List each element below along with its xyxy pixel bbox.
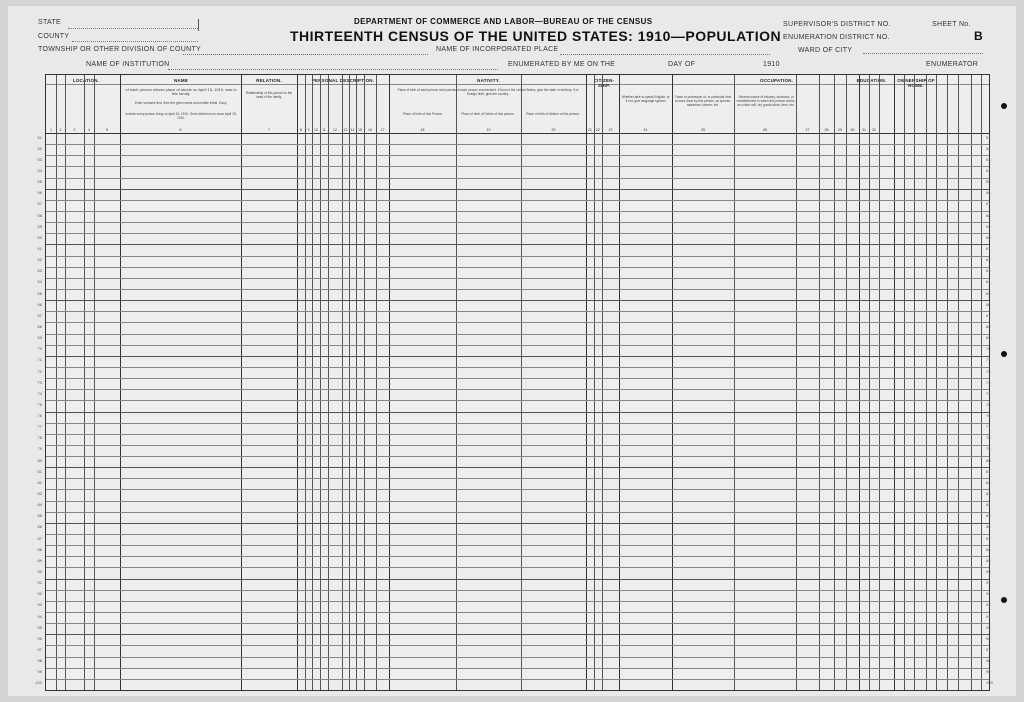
sheet-number-value: B: [974, 29, 983, 43]
supervisor-district-label: SUPERVISOR'S DISTRICT NO.: [783, 21, 891, 28]
row-number-left: 73: [37, 379, 42, 385]
census-table: [45, 74, 990, 691]
row-number-right: 87: [986, 535, 991, 541]
row-number-left: 66: [37, 301, 42, 307]
column-number: 27: [805, 128, 810, 132]
row-number-right: 95: [986, 624, 991, 630]
row-rule: [46, 567, 989, 568]
row-number-right: 74: [986, 390, 991, 396]
year-label: 1910: [763, 61, 780, 68]
binding-hole: [1001, 351, 1007, 357]
group-name: NAME: [173, 78, 189, 83]
row-number-left: 81: [37, 468, 42, 474]
row-rule: [46, 166, 989, 167]
row-number-right: 86: [986, 524, 991, 530]
row-rule: [46, 200, 989, 201]
row-number-right: 53: [986, 156, 991, 162]
row-number-left: 56: [37, 190, 42, 196]
row-rule: [46, 400, 989, 401]
row-rule: [46, 456, 989, 457]
column-number: 11: [322, 128, 326, 132]
column-number: 5: [106, 128, 108, 132]
row-number-left: 82: [37, 479, 42, 485]
row-rule: [46, 556, 989, 557]
row-number-right: 98: [986, 658, 991, 664]
column-number: 7: [268, 128, 270, 132]
row-number-right: 100: [986, 680, 993, 686]
row-rule: [46, 601, 989, 602]
state-fill-line: [68, 28, 198, 29]
township-instructions: ...............................................................................................................: [198, 51, 322, 56]
row-rule: [46, 155, 989, 156]
row-number-left: 60: [37, 234, 42, 240]
row-number-left: 62: [37, 257, 42, 263]
binding-hole: [1001, 597, 1007, 603]
row-number-left: 68: [37, 323, 42, 329]
row-rule: [46, 623, 989, 624]
page-title: THIRTEENTH CENSUS OF THE UNITED STATES: 1910—POPULATION: [290, 28, 782, 44]
nativity-father-header: Place of birth of Father of this person.: [461, 112, 515, 116]
township-label: TOWNSHIP OR OTHER DIVISION OF COUNTY: [38, 46, 201, 53]
row-number-left: 54: [37, 167, 42, 173]
row-number-left: 99: [37, 669, 42, 675]
row-number-left: 58: [37, 212, 42, 218]
row-rule: [46, 367, 989, 368]
group-location: LOCATION.: [72, 78, 100, 83]
column-number: 21: [588, 128, 592, 132]
row-number-left: 64: [37, 279, 42, 285]
county-label: COUNTY: [38, 33, 70, 40]
row-rule: [46, 590, 989, 591]
row-number-right: 56: [986, 190, 991, 196]
row-number-right: 67: [986, 312, 991, 318]
row-rule: [46, 189, 989, 190]
column-number: 3: [73, 128, 76, 132]
name-column-note-2: Include every person living on April 15, 1910. Omit children born since April 15, 1910.: [125, 112, 237, 120]
row-rule: [46, 267, 989, 268]
row-number-right: 96: [986, 635, 991, 641]
row-number-right: 65: [986, 290, 991, 296]
row-number-right: 62: [986, 257, 991, 263]
column-number: 31: [862, 128, 866, 132]
column-number: 8: [300, 128, 302, 132]
row-number-left: 80: [37, 457, 42, 463]
row-number-left: 94: [37, 613, 42, 619]
row-rule: [46, 144, 989, 145]
relation-column-header: Relationship of this person to the head of the family.: [245, 91, 293, 99]
group-education: EDUCATION.: [856, 78, 887, 83]
row-number-left: 55: [37, 179, 42, 185]
row-number-right: 75: [986, 401, 991, 407]
row-number-right: 68: [986, 323, 991, 329]
row-number-right: 88: [986, 546, 991, 552]
enumerator-label: ENUMERATOR: [926, 61, 979, 68]
ward-label: WARD OF CITY: [798, 47, 853, 54]
header-divider: [198, 19, 199, 31]
row-number-right: 84: [986, 502, 991, 508]
row-rule: [46, 534, 989, 535]
row-rule: [46, 334, 989, 335]
enumeration-district-label: ENUMERATION DISTRICT NO.: [783, 34, 890, 41]
department-heading: DEPARTMENT OF COMMERCE AND LABOR—BUREAU OF THE CENSUS: [354, 17, 653, 26]
row-number-left: 85: [37, 513, 42, 519]
column-number: 23: [608, 128, 613, 132]
column-number: 32: [872, 128, 876, 132]
row-rule: [46, 233, 989, 234]
row-number-right: 57: [986, 201, 991, 207]
row-rule: [46, 679, 989, 680]
row-number-left: 77: [37, 424, 42, 430]
row-number-right: 90: [986, 569, 991, 575]
column-number: 30: [850, 128, 855, 132]
row-number-left: 52: [37, 145, 42, 151]
row-number-right: 71: [986, 357, 991, 363]
row-rule: [46, 612, 989, 613]
row-rule: [46, 445, 989, 446]
row-number-right: 85: [986, 513, 991, 519]
row-number-left: 71: [37, 357, 42, 363]
ward-fill-line: [863, 53, 983, 54]
group-citizenship: CITIZEN-SHIP.: [593, 78, 615, 88]
row-rule: [46, 478, 989, 479]
group-nativity: NATIVITY.: [477, 78, 500, 83]
row-number-left: 69: [37, 335, 42, 341]
row-rule: [46, 634, 989, 635]
row-rule: [46, 489, 989, 490]
row-number-right: 82: [986, 479, 991, 485]
row-rule: [46, 545, 989, 546]
row-number-right: 99: [986, 669, 991, 675]
name-column-note-1: Enter surname first, then the given name and middle initial, if any.: [134, 101, 228, 105]
row-rule: [46, 322, 989, 323]
state-label: STATE: [38, 19, 62, 26]
column-number: 28: [824, 128, 829, 132]
row-rule: [46, 412, 989, 413]
row-number-left: 86: [37, 524, 42, 530]
row-number-left: 89: [37, 557, 42, 563]
row-number-right: 66: [986, 301, 991, 307]
row-number-right: 78: [986, 435, 991, 441]
row-number-right: 83: [986, 491, 991, 497]
row-number-right: 89: [986, 557, 991, 563]
row-number-left: 59: [37, 223, 42, 229]
row-rule: [46, 378, 989, 379]
column-number: 10: [314, 128, 318, 132]
row-rule: [46, 523, 989, 524]
group-ownership: OWNERSHIP OF HOME.: [897, 78, 935, 88]
column-number: 29: [838, 128, 842, 132]
binding-hole: [1001, 103, 1007, 109]
row-number-right: 73: [986, 379, 991, 385]
nativity-column-header: Place of birth of each person and parents of each person enumerated. If born in the United States, give the state or territory. If of foreign birth, give the country.: [397, 88, 579, 96]
row-number-left: 65: [37, 290, 42, 296]
name-column-header: of each person whose place of abode on April 15, 1910, was in this family.: [125, 87, 237, 96]
row-number-left: 96: [37, 635, 42, 641]
row-number-right: 63: [986, 268, 991, 274]
row-rule: [46, 501, 989, 502]
row-rule: [46, 300, 989, 301]
row-number-right: 94: [986, 613, 991, 619]
incorporated-place-label: NAME OF INCORPORATED PLACE: [436, 46, 559, 53]
column-number: 16: [368, 128, 372, 132]
language-column-header: Whether able to speak English; or, if not, give language spoken.: [621, 95, 671, 103]
row-number-left: 74: [37, 390, 42, 396]
nativity-person-header: Place of birth of this Person.: [403, 112, 443, 116]
row-number-left: 92: [37, 591, 42, 597]
row-number-right: 77: [986, 424, 991, 430]
row-number-right: 58: [986, 212, 991, 218]
census-form-paper: [8, 6, 1016, 696]
column-number: 14: [350, 128, 355, 132]
column-number: 13: [343, 128, 348, 132]
row-rule: [46, 434, 989, 435]
row-number-right: 60: [986, 234, 991, 240]
row-number-left: 95: [37, 624, 42, 630]
row-number-left: 57: [37, 201, 42, 207]
row-number-left: 84: [37, 502, 42, 508]
column-number: 24: [643, 128, 648, 132]
row-number-left: 98: [37, 658, 42, 664]
row-number-left: 87: [37, 535, 42, 541]
group-personal: PERSONAL DESCRIPTION.: [311, 78, 375, 83]
row-rule: [46, 579, 989, 580]
row-number-right: 79: [986, 446, 991, 452]
row-number-left: 91: [37, 580, 42, 586]
row-number-right: 55: [986, 179, 991, 185]
row-rule: [46, 345, 989, 346]
column-number: 1: [50, 128, 52, 132]
occupation-industry-header: General nature of industry, business, or establishment in which this person works, as cotton mill, dry goods store, farm, etc.: [736, 95, 796, 107]
column-number: 18: [420, 128, 425, 132]
row-rule: [46, 657, 989, 658]
row-number-right: 92: [986, 591, 991, 597]
place-instructions: ................................................................................: [573, 51, 662, 56]
row-number-left: 51: [37, 134, 42, 140]
county-fill-line: [72, 41, 198, 42]
row-number-right: 91: [986, 580, 991, 586]
row-rule: [46, 356, 989, 357]
row-rule: [46, 645, 989, 646]
row-number-left: 70: [37, 346, 42, 352]
institution-label: NAME OF INSTITUTION: [86, 61, 170, 68]
row-rule: [46, 222, 989, 223]
row-number-left: 97: [37, 647, 42, 652]
row-rule: [46, 512, 989, 513]
row-number-right: 54: [986, 167, 991, 173]
occupation-trade-header: Trade or profession of, or particular kind of work done by this person, as spinner, salesman, laborer, etc.: [674, 95, 732, 107]
row-rule: [46, 668, 989, 669]
row-number-left: 83: [37, 491, 42, 497]
row-rule: [46, 423, 989, 424]
column-number: 25: [701, 128, 705, 132]
row-number-left: 76: [37, 413, 42, 419]
column-number: 12: [333, 128, 337, 132]
column-number: 15: [358, 128, 362, 132]
row-number-left: 78: [37, 435, 42, 441]
row-number-left: 79: [37, 446, 42, 452]
column-number: 4: [88, 128, 90, 132]
row-rule: [46, 467, 989, 468]
column-number: 9: [307, 128, 310, 132]
row-number-right: 93: [986, 602, 991, 608]
row-number-left: 93: [37, 602, 42, 608]
row-rule: [46, 256, 989, 257]
column-number: 2: [59, 128, 62, 132]
row-number-right: 72: [986, 368, 991, 374]
row-rule: [46, 311, 989, 312]
row-number-right: 97: [986, 647, 991, 652]
column-number: 6: [179, 128, 182, 132]
row-rule: [46, 244, 989, 245]
row-number-left: 67: [37, 312, 42, 318]
day-of-label: DAY OF: [668, 61, 696, 68]
group-occupation: OCCUPATION.: [759, 78, 794, 83]
row-number-right: 59: [986, 223, 991, 229]
row-number-left: 61: [37, 245, 42, 251]
enumerated-label: ENUMERATED BY ME ON THE: [508, 61, 616, 68]
column-number: 26: [763, 128, 767, 132]
row-number-right: 69: [986, 335, 991, 341]
row-number-left: 53: [37, 156, 42, 162]
row-number-right: 64: [986, 279, 991, 285]
row-rule: [46, 211, 989, 212]
row-number-left: 75: [37, 401, 42, 407]
nativity-mother-header: Place of birth of Mother of this person.: [526, 112, 580, 116]
row-number-left: 63: [37, 268, 42, 274]
row-number-right: 51: [986, 134, 991, 140]
column-number: 19: [486, 128, 491, 132]
column-number: 20: [551, 128, 556, 132]
row-number-right: 52: [986, 145, 991, 151]
row-number-left: 72: [37, 368, 42, 374]
group-header-rule: [46, 84, 989, 85]
row-number-right: 80: [986, 457, 991, 463]
institution-fill-line: [168, 69, 498, 70]
row-rule: [46, 289, 989, 290]
row-number-left: 88: [37, 546, 42, 552]
row-number-right: 61: [986, 245, 991, 251]
column-number: 22: [596, 128, 600, 132]
row-number-left: 90: [37, 569, 42, 575]
header-bottom-rule: [46, 133, 989, 134]
row-rule: [46, 389, 989, 390]
column-number: 17: [380, 128, 385, 132]
row-number-right: 70: [986, 346, 991, 352]
row-rule: [46, 178, 989, 179]
group-relation: RELATION.: [256, 78, 282, 83]
row-number-right: 81: [986, 468, 991, 474]
sheet-number-label: SHEET No.: [932, 21, 971, 28]
row-number-left: 100: [35, 680, 42, 686]
row-rule: [46, 278, 989, 279]
row-number-right: 76: [986, 413, 991, 419]
